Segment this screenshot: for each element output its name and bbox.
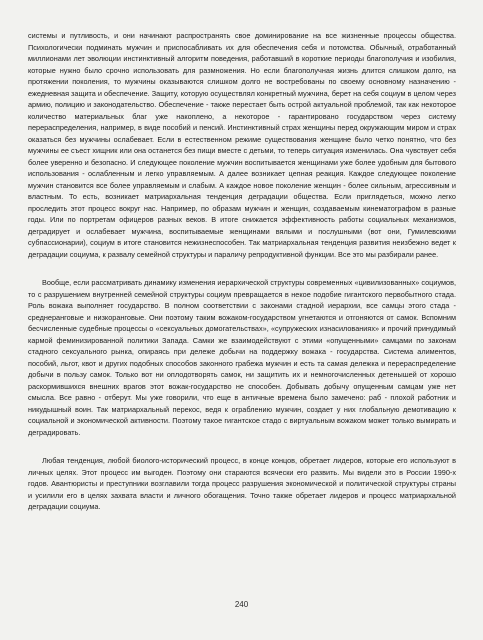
paragraph-3: Любая тенденция, любой биолого-исторический процесс, в конце концов, обретает лидеров, которые его используют в личных целях. Этот процесс им выгоден. Поэтому они стараются всячески его развить. Мы видели это в России 1990-х годов. Авантюристы и преступники возглавили тогда процесс разрушения экономической и политической структуры страны и усилили его в целях захвата власти и личного обогащения. Точно также обретает лидеров и процесс матриархальной деградации социума. [28,456,456,511]
paragraph-spacer [28,260,456,277]
page-number: 240 [234,600,249,609]
paragraph-1: системы и путливость, и они начинают распространять свое доминирование на все жизненные процессы общества. Психологически подминать мужчин и приспосабливать их для обеспечения себя и потомства. Обычный, отработанный миллионами лет эволюции инстинктивный алгоритм поведения, работавший в короткие периоды благополучия и изобилия, которые нужно было срочно использовать для размножения. Но если благополучная жизнь длится слишком долго, на протяжении поколения, то мужчины оказываются слишком долго не востребованы по своему основному назначению - ежедневная защита и обеспечение. Защиту, которую осуществлял конкретный мужчина, берет на себя социум в целом через армию, полицию и законодательство. Обеспечение - также перестает быть острой актуальной проблемой, так как некоторое количество материальных благ уже накоплено, а некоторое - гарантировано государством через систему перераспределения, например, в виде пособий и пенсий. Инстинктивный страх женщины перед окружающим миром и страх оказаться без мужчины ослабевает. Если в естественном режиме существования женщине было четко понятно, что без мужчины ее съест хищник или она останется без пищи вместе с детьми, то теперь ситуация изменилась. Она чувствует себя более уверенно и безопасно. И следующее поколение мужчин воспитывается женщинами уже более удобным для бытового использования - ослабленным и легко управляемым. А далее возникает цепная реакция. Каждое следующее поколение мужчин становится все более управляемым и слабым. А каждое новое поколение женщин - более сильным, агрессивным и властным. То есть, возникает матриархальная тенденция деградации общества. Если приглядеться, можно легко проследить этот процесс вокруг нас. Например, по образам мужчин и женщин, создаваемым кинематографом в разные годы. Или по портретам офицеров разных веков. В итоге снижается эффективность работы социальных механизмов, деградирует и ослабевает мужчина, воспитываемые женщинами вялыми и послушными (вот они, Гумилевскими субпассионарии), социум в итоге становится нежизнеспособен. Так матриархальная тенденция развития неизбежно ведет к деградации социума, к развалу семейной структуры и параличу репродуктивной функции. Все это мы разбирали ранее. [28,31,456,259]
paragraph-spacer [28,438,456,455]
document-page [28,30,456,513]
paragraph-2: Вообще, если рассматривать динамику изменения иерархической структуры современных «цивилизованных» социумов, то с разрушением внутренней семейной структуры социум превращается в некое подобие гигантского первобытного стада. Роль вожака выполняет государство. В полном соответствии с законами стадной иерархии, все самцы этого стада - среднеранговые и низкоранговые. Они поэтому таким вожаком-государством угнетаются и отгоняются от самок. Вспомним бесчисленные судебные процессы о «сексуальных домогательствах», «супружеских изнасилованиях» и прочий принудимый кармой феминизированной политики Запада. Самки же взаимодействуют с этими «опущенными» самцами по законам стадного сексуального рынка, опираясь при дележе добычи на поддержку вожака - государства. Система алиментов, пособий, льгот, квот и других подобных способов законного грабежа мужчин и есть та самая дележка и перераспределение добычи в пользу самок. Только вот ни оплодотворять самок, ни защитить их и немногочисленных детенышей от хорошо раскормившихся внешних врагов этот вожак-государство не способен. Добывать добычу опущенным самцам уже нет смысла. Все равно - отберут. Мы уже говорили, что еще в античные времена было замечено: раб - плохой работник и никудышный воин. Так матриархальный перекос, ведя к ограблению мужчин, создает у них глобальную демотивацию к социальной и экономической активности. Поэтому такое гигантское стадо с виртуальным вожаком может только вымирать и деградировать. [28,278,456,437]
